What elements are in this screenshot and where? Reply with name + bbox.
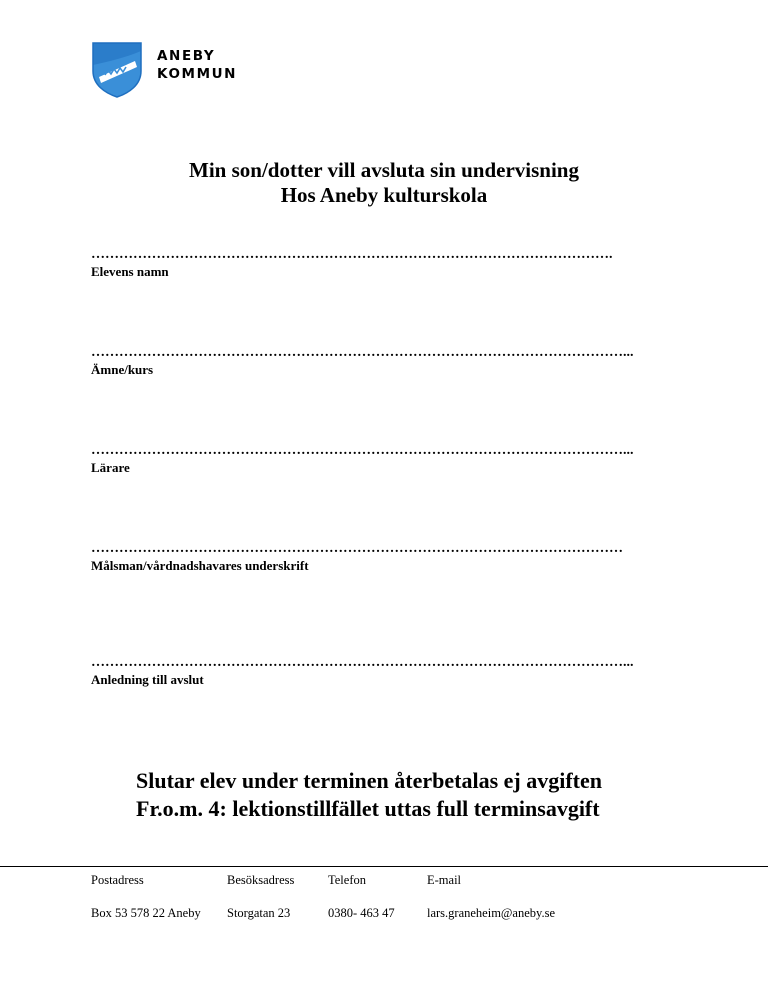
footer-label: Postadress	[91, 873, 144, 887]
footer-divider	[0, 866, 768, 867]
footer-telefon	[328, 872, 395, 921]
footer-value: 0380- 463 47	[328, 906, 395, 920]
title-line-2: Hos Aneby kulturskola	[280, 183, 488, 207]
footer-email	[427, 872, 555, 921]
footer-postadress	[91, 872, 201, 921]
footer-besoksadress	[227, 872, 294, 921]
title-line-1: Min son/dotter vill avsluta sin undervisning	[189, 158, 579, 182]
logo-subname: KOMMUN	[157, 66, 238, 82]
field-larare[interactable]	[91, 443, 711, 476]
aneby-kommun-logo	[91, 41, 251, 99]
footer-label: E-mail	[427, 873, 462, 887]
field-label: Målsman/vårdnadshavares underskrift	[91, 558, 309, 573]
field-label: Lärare	[91, 460, 130, 475]
fill-in-line[interactable]: ……………………………………………………………………………………………………...	[91, 443, 634, 458]
email-link[interactable]: lars.graneheim@aneby.se	[427, 906, 556, 920]
notice-line-2: Fr.o.m. 4: lektionstillfället uttas full terminsavgift	[136, 796, 600, 821]
field-malsman-underskrift[interactable]	[91, 541, 711, 574]
footer-label: Besöksadress	[227, 873, 295, 887]
fill-in-line[interactable]: ………………………………………………………………………………………………….	[91, 247, 613, 262]
field-label: Ämne/kurs	[91, 362, 154, 377]
footer-value: Storgatan 23	[227, 906, 291, 920]
field-anledning-till-avslut[interactable]	[91, 655, 711, 688]
footer-value: Box 53 578 22 Aneby	[91, 906, 201, 920]
coat-of-arms-icon	[91, 41, 143, 99]
fee-notice	[136, 767, 602, 823]
field-elevens-namn[interactable]	[91, 247, 711, 280]
page-title	[0, 158, 768, 208]
logo-name: ANEBY	[157, 48, 216, 64]
field-label: Anledning till avslut	[91, 672, 204, 687]
fill-in-line[interactable]: ……………………………………………………………………………………………………...	[91, 655, 634, 670]
notice-line-1: Slutar elev under terminen återbetalas ej avgiften	[136, 768, 602, 793]
field-amne-kurs[interactable]	[91, 345, 711, 378]
footer-label: Telefon	[328, 873, 366, 887]
field-label: Elevens namn	[91, 264, 169, 279]
fill-in-line[interactable]: ……………………………………………………………………………………………………	[91, 541, 623, 556]
fill-in-line[interactable]: ……………………………………………………………………………………………………...	[91, 345, 634, 360]
